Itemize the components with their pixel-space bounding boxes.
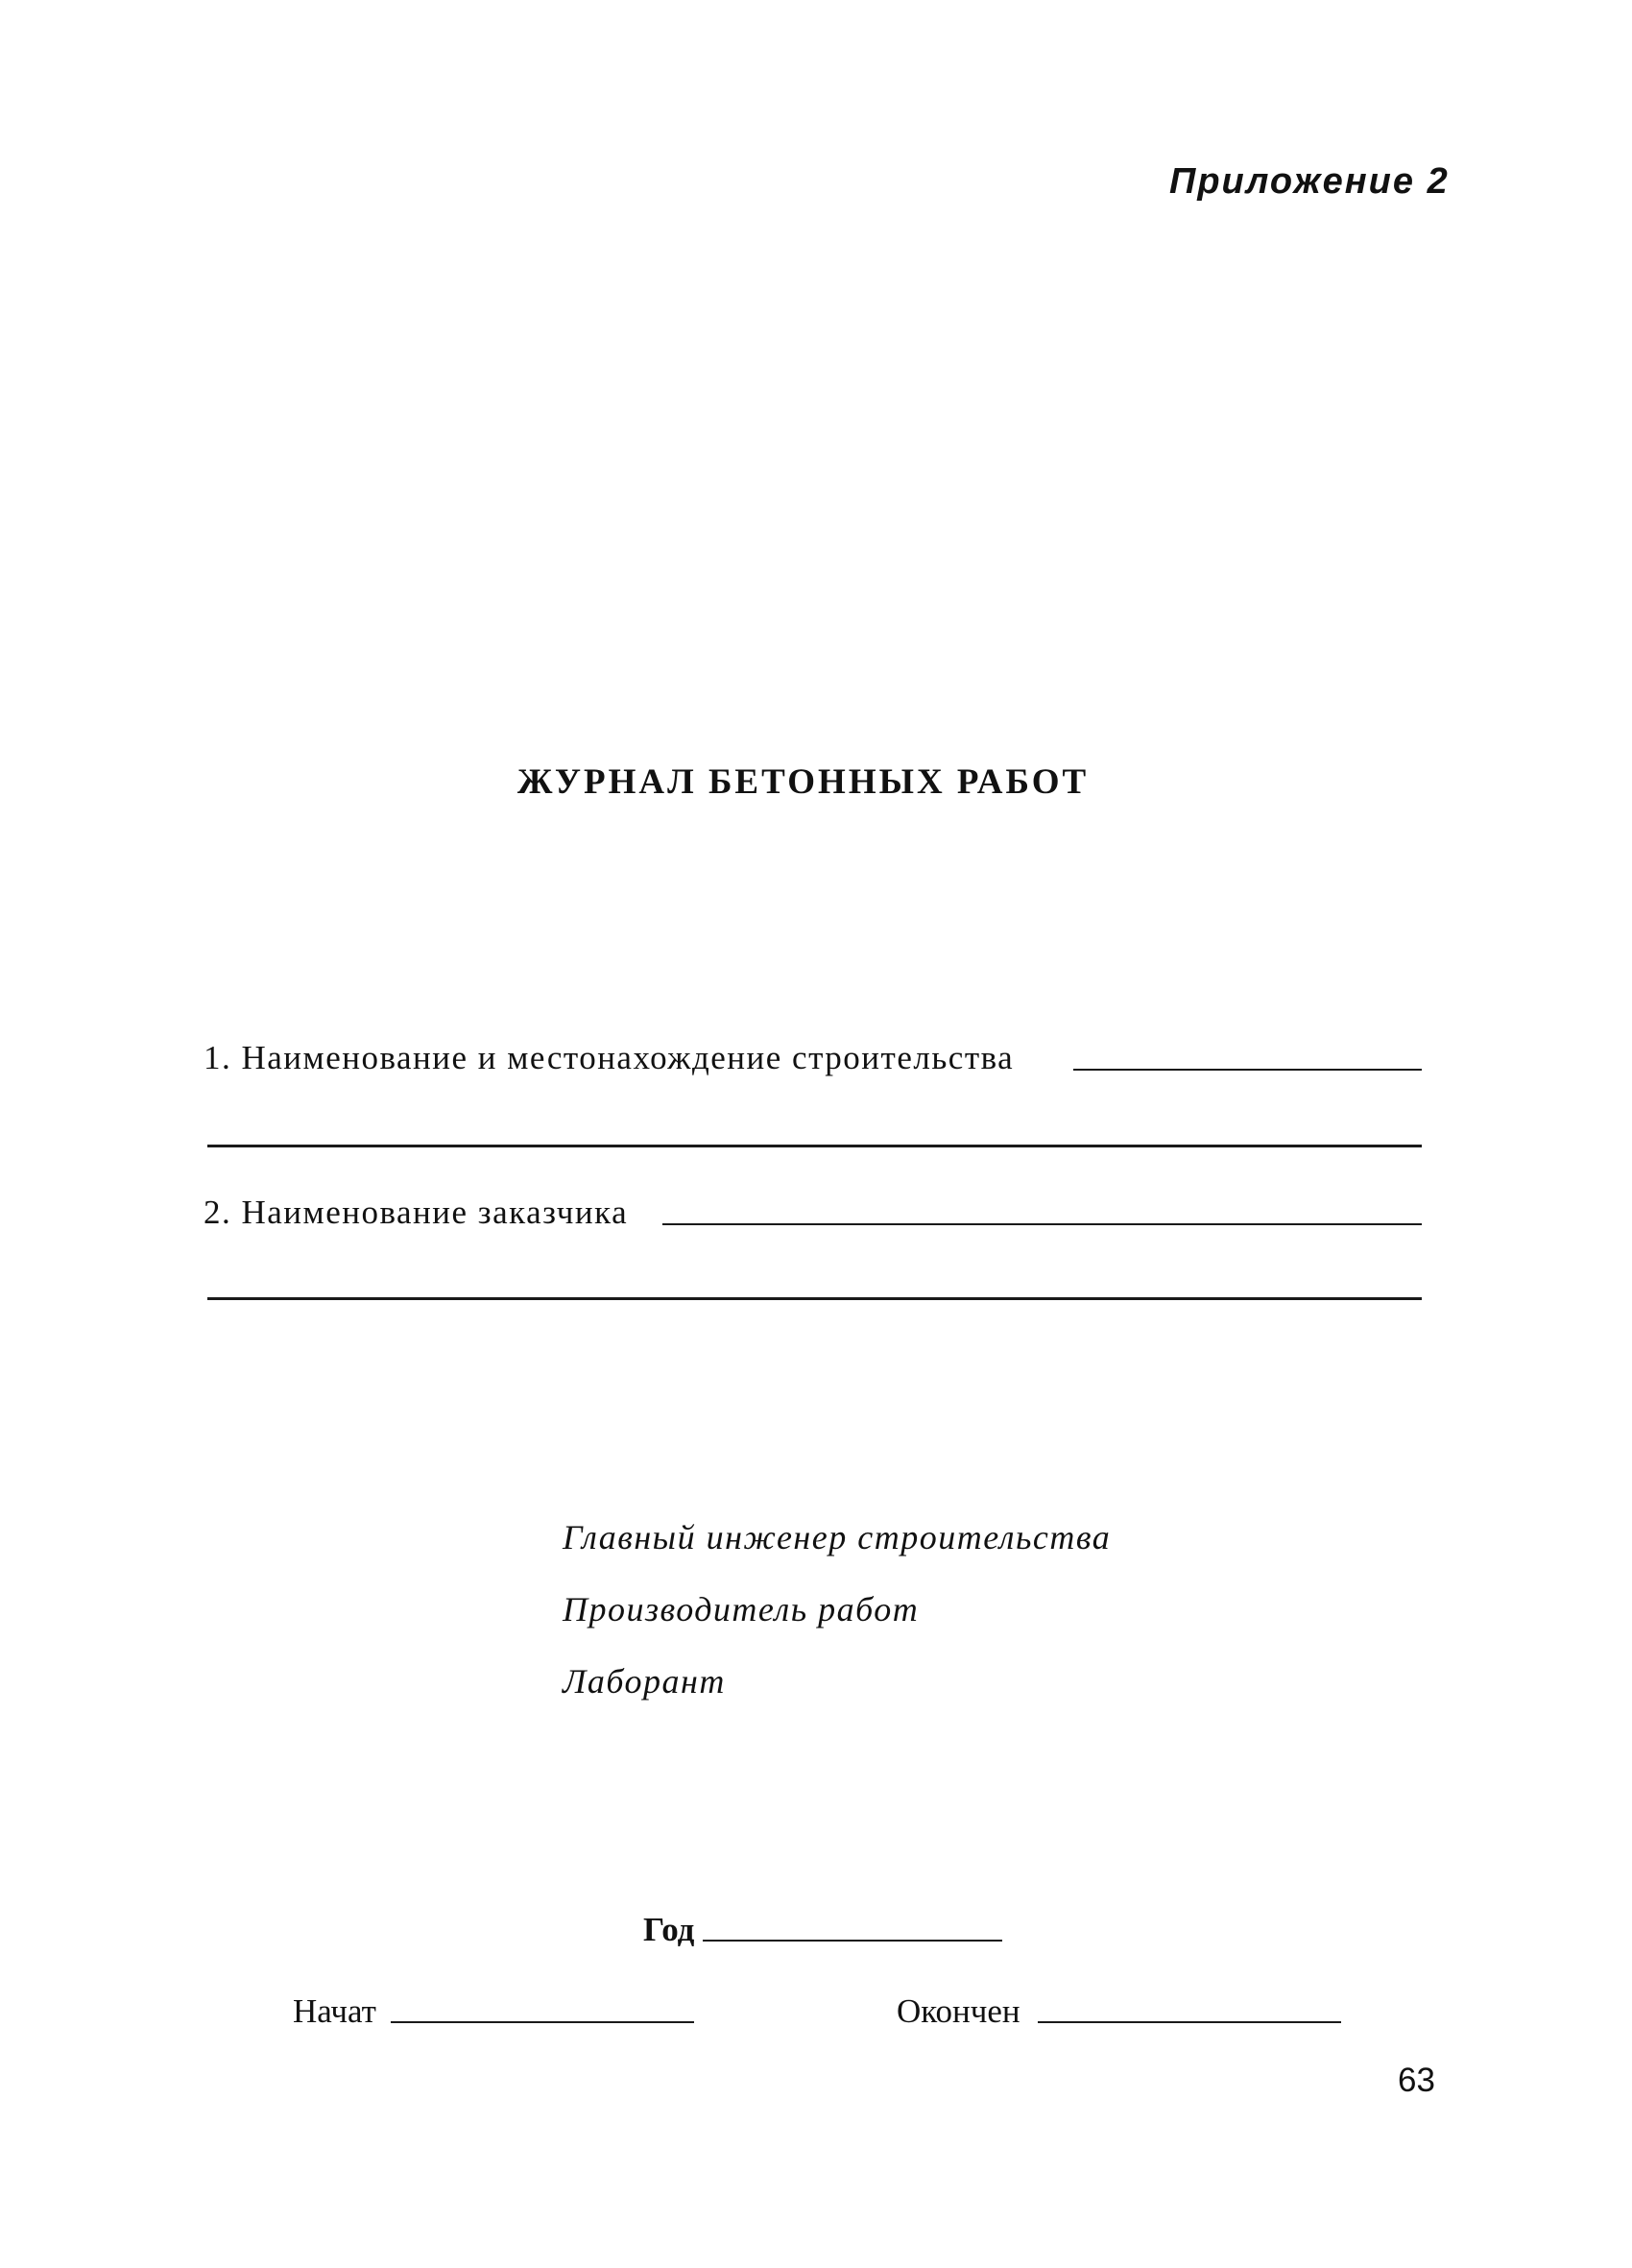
signatory-chief-engineer: Главный инженер строительства — [563, 1518, 1112, 1556]
finished-label: Окончен — [897, 1992, 1020, 2030]
started-line[interactable] — [391, 2021, 694, 2023]
finished-line[interactable] — [1038, 2021, 1341, 2023]
signatory-lab-assistant: Лаборант — [563, 1662, 726, 1701]
field-construction-name-line[interactable] — [1073, 1069, 1422, 1071]
document-title: ЖУРНАЛ БЕТОННЫХ РАБОТ — [516, 762, 1090, 802]
appendix-label: Приложение 2 — [1169, 161, 1450, 202]
field-customer-name-line[interactable] — [662, 1223, 1422, 1225]
field-construction-name-line-2[interactable] — [207, 1145, 1422, 1147]
field-customer-name-label: 2. Наименование заказчика — [204, 1194, 629, 1231]
year-line[interactable] — [703, 1940, 1002, 1942]
field-customer-name-line-2[interactable] — [207, 1297, 1422, 1300]
page-number: 63 — [1398, 2062, 1435, 2099]
year-label: Год — [643, 1911, 695, 1948]
signatory-works-manager: Производитель работ — [563, 1590, 920, 1629]
field-construction-name-label: 1. Наименование и местонахождение строительства — [204, 1039, 1015, 1076]
started-label: Начат — [293, 1992, 376, 2030]
